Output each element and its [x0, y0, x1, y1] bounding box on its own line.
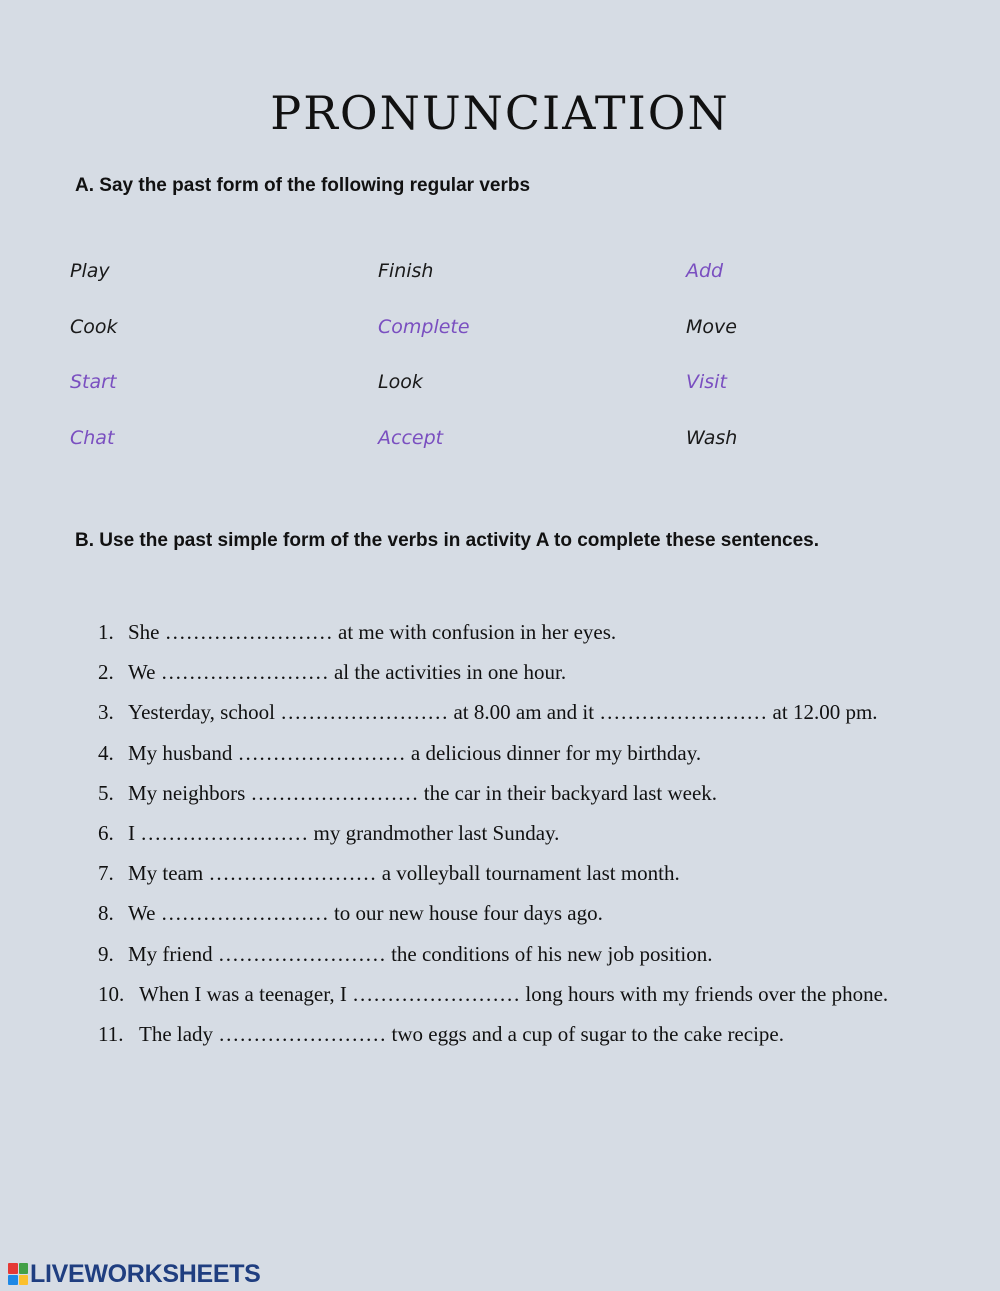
verb-move: Move — [686, 316, 737, 338]
verb-visit: Visit — [686, 371, 727, 393]
sentence-text: The lady …………………… two eggs and a cup of sugar to the cake recipe. — [139, 1022, 784, 1047]
sentence-item — [98, 773, 918, 813]
verb-play: Play — [70, 260, 110, 282]
logo-text: LIVEWORKSHEETS — [30, 1259, 261, 1288]
sentence-text: My friend …………………… the conditions of his new job position. — [128, 941, 713, 966]
sentence-text: Yesterday, school …………………… at 8.00 am and it …………………… at 12.00 pm. — [128, 700, 878, 725]
sentence-text: We …………………… al the activities in one hour. — [128, 660, 567, 685]
verb-look: Look — [378, 371, 423, 393]
sentence-text: My team …………………… a volleyball tournament last month. — [128, 861, 680, 886]
sentence-item — [98, 652, 918, 692]
verb-wash: Wash — [686, 427, 738, 449]
liveworksheets-logo — [8, 1261, 261, 1287]
sentence-number: 11. — [98, 1022, 124, 1047]
sentence-number: 1. — [98, 620, 114, 644]
section-b-heading: B. Use the past simple form of the verbs in activity A to complete these sentences. — [75, 530, 820, 551]
verb-accept: Accept — [378, 427, 444, 449]
sentence-item — [98, 692, 918, 732]
verb-start: Start — [70, 371, 117, 393]
sentence-number: 5. — [98, 780, 114, 805]
sentence-number: 4. — [98, 740, 114, 765]
sentence-item — [98, 1014, 918, 1054]
verb-add: Add — [686, 260, 724, 282]
sentence-number: 9. — [98, 941, 114, 966]
logo-icon — [8, 1263, 28, 1285]
section-a-heading: A. Say the past form of the following regular verbs — [75, 175, 531, 196]
sentence-item — [98, 853, 918, 893]
sentence-number: 8. — [98, 901, 114, 926]
sentence-item — [98, 813, 918, 853]
sentence-text: My neighbors …………………… the car in their backyard last week. — [128, 780, 718, 805]
sentence-number: 7. — [98, 861, 114, 886]
sentence-item — [98, 974, 918, 1014]
sentence-text: We …………………… to our new house four days ago. — [128, 901, 603, 926]
page-title: PRONUNCIATION — [270, 86, 730, 140]
sentence-item — [98, 934, 918, 974]
verb-complete: Complete — [378, 316, 470, 338]
verb-finish: Finish — [378, 260, 434, 282]
sentence-number: 6. — [98, 821, 114, 846]
sentence-item — [98, 612, 918, 652]
sentence-text: She …………………… at me with confusion in her eyes. — [128, 620, 617, 644]
sentence-item — [98, 733, 918, 773]
sentence-text: I …………………… my grandmother last Sunday. — [128, 821, 560, 846]
verb-cook: Cook — [70, 316, 118, 338]
verb-chat: Chat — [70, 427, 115, 449]
sentence-text: When I was a teenager, I …………………… long hours with my friends over the phone. — [139, 981, 889, 1006]
sentence-number: 2. — [98, 660, 114, 685]
sentence-item — [98, 893, 918, 933]
sentence-number: 3. — [98, 700, 114, 725]
sentence-list — [98, 612, 918, 1054]
sentence-text: My husband …………………… a delicious dinner for my birthday. — [128, 740, 702, 765]
sentence-number: 10. — [98, 981, 125, 1006]
